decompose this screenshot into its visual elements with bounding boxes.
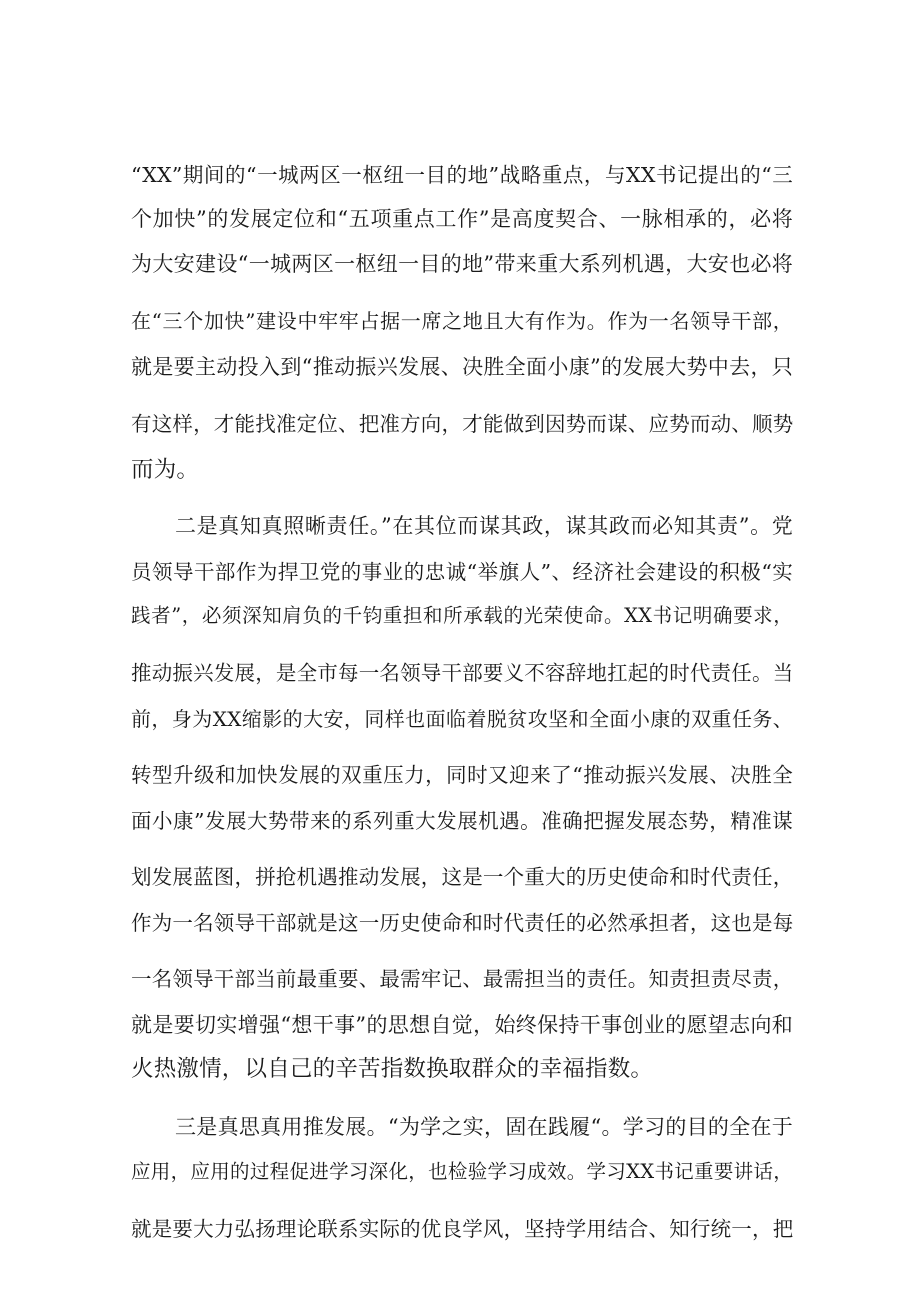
text-line: 就是要大力弘扬理论联系实际的优良学风，坚持学用结合、知行统一，把 (131, 1217, 793, 1241)
text-line: 就是要主动投入到“推动振兴发展、决胜全面小康”的发展大势中去，只 (131, 355, 793, 379)
text-line: 为大安建设“一城两区一枢纽一目的地”带来重大系列机遇，大安也必将 (131, 252, 793, 276)
text-line: 推动振兴发展，是全市每一名领导干部要义不容辞地扛起的时代责任。当 (131, 661, 793, 685)
text-line: 而为。 (131, 457, 200, 483)
text-line: 前，身为XX缩影的大安，同样也面临着脱贫攻坚和全面小康的双重任务、 (131, 707, 793, 731)
text-line: 践者”，必须深知肩负的千钧重担和所承载的光荣使命。XX书记明确要求， (131, 604, 793, 627)
text-line: 有这样，才能找准定位、把准方向，才能做到因势而谋、应势而动、顺势 (131, 412, 793, 436)
text-line: 应用，应用的过程促进学习深化，也检验学习成效。学习XX书记重要讲话， (131, 1160, 793, 1183)
text-line: 个加快”的发展定位和“五项重点工作”是高度契合、一脉相承的，必将 (131, 207, 793, 231)
text-line: 火热激情，以自己的辛苦指数换取群众的幸福指数。 (131, 1056, 654, 1082)
text-line: “XX”期间的“一城两区一枢纽一目的地”战略重点，与XX书记提出的“三 (131, 163, 793, 187)
text-line: 在“三个加快”建设中牢牢占据一席之地且大有作为。作为一名领导干部， (131, 309, 793, 333)
text-line: 划发展蓝图，拼抢机遇推动发展，这是一个重大的历史使命和时代责任， (131, 865, 793, 889)
text-line: 三是真思真用推发展。“为学之实，固在践履“。学习的目的全在于 (175, 1115, 793, 1139)
text-line: 作为一名领导干部就是这一历史使命和时代责任的必然承担者，这也是每 (131, 911, 793, 935)
text-line: 转型升级和加快发展的双重压力，同时又迎来了“推动振兴发展、决胜全 (131, 763, 793, 787)
text-line: 员领导干部作为捍卫党的事业的忠诚“举旗人”、经济社会建设的积极“实 (131, 560, 793, 584)
text-line: 一名领导干部当前最重要、最需牢记、最需担当的责任。知责担责尽责， (131, 967, 793, 991)
text-line: 二是真知真照晰责任。”在其位而谋其政，谋其政而必知其责”。党 (175, 514, 793, 538)
text-line: 就是要切实增强“想干事”的思想自觉，始终保持干事创业的愿望志向和 (131, 1013, 793, 1037)
text-line: 面小康”发展大势带来的系列重大发展机遇。准确把握发展态势，精准谋 (131, 809, 793, 833)
